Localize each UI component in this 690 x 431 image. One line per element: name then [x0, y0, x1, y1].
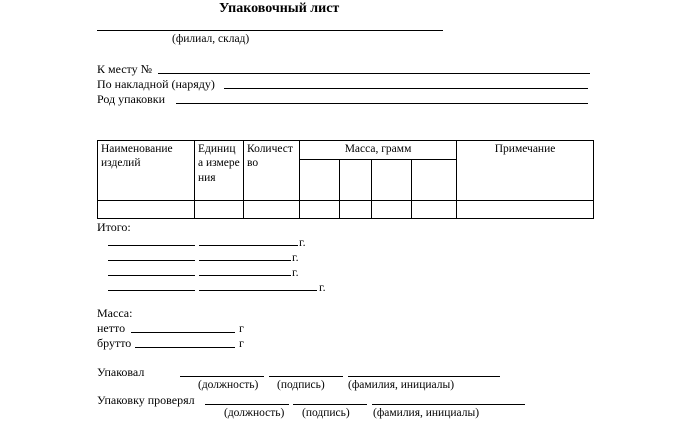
branch-line — [97, 30, 443, 31]
checked-label: Упаковку проверял — [97, 393, 195, 407]
checked-signature-field[interactable] — [293, 404, 367, 405]
place-field[interactable] — [158, 73, 590, 74]
checked-position-field[interactable] — [205, 404, 289, 405]
table-cell[interactable] — [340, 201, 372, 219]
totals-field[interactable] — [199, 290, 317, 291]
checked-name-caption: (фамилия, инициалы) — [373, 407, 480, 419]
mass-subcell — [340, 159, 372, 200]
totals-unit: г. — [299, 235, 306, 249]
packed-label: Упаковал — [97, 365, 145, 379]
mass-subcell — [300, 159, 340, 200]
totals-field[interactable] — [108, 290, 195, 291]
header-unit: Единица измерения — [195, 141, 244, 201]
document-title: Упаковочный лист — [219, 1, 340, 16]
totals-field[interactable] — [108, 275, 195, 276]
totals-field[interactable] — [108, 260, 195, 261]
header-quantity: Количество — [244, 141, 300, 201]
invoice-label: По накладной (наряду) — [97, 77, 215, 91]
table-cell[interactable] — [195, 201, 244, 219]
totals-unit: г. — [319, 280, 326, 294]
checked-name-field[interactable] — [372, 404, 525, 405]
table-cell[interactable] — [412, 201, 457, 219]
net-label: нетто — [97, 321, 126, 335]
totals-field[interactable] — [199, 245, 298, 246]
branch-caption: (филиал, склад) — [172, 33, 250, 45]
packed-name-caption: (фамилия, инициалы) — [348, 379, 455, 391]
packed-position-caption: (должность) — [198, 379, 259, 391]
checked-position-caption: (должность) — [224, 407, 285, 419]
header-mass: Масса, грамм — [300, 141, 457, 160]
packaging-type-label: Род упаковки — [97, 92, 166, 106]
gross-field[interactable] — [135, 347, 235, 348]
table-cell[interactable] — [300, 201, 340, 219]
totals-field[interactable] — [199, 275, 291, 276]
totals-field[interactable] — [108, 245, 195, 246]
invoice-field[interactable] — [224, 88, 588, 89]
totals-field[interactable] — [199, 260, 291, 261]
totals-unit: г. — [292, 265, 299, 279]
totals-label: Итого: — [97, 220, 131, 234]
checked-signature-caption: (подпись) — [302, 407, 350, 419]
gross-unit: г — [239, 336, 244, 350]
net-unit: г — [239, 321, 244, 335]
mass-label: Масса: — [97, 306, 133, 320]
packed-position-field[interactable] — [180, 376, 264, 377]
packed-signature-field[interactable] — [269, 376, 343, 377]
gross-label: брутто — [97, 336, 132, 350]
header-note: Примечание — [457, 141, 594, 201]
items-table — [97, 140, 594, 219]
table-cell[interactable] — [244, 201, 300, 219]
table-cell[interactable] — [372, 201, 412, 219]
packed-signature-caption: (подпись) — [277, 379, 325, 391]
header-name: Наименование изделий — [98, 141, 195, 201]
mass-subcell — [372, 159, 412, 200]
place-label: К месту № — [97, 62, 153, 76]
table-cell[interactable] — [98, 201, 195, 219]
net-field[interactable] — [131, 332, 235, 333]
packed-name-field[interactable] — [348, 376, 500, 377]
table-cell[interactable] — [457, 201, 594, 219]
packaging-type-field[interactable] — [176, 103, 588, 104]
mass-subcell — [412, 159, 457, 200]
totals-unit: г. — [292, 250, 299, 264]
